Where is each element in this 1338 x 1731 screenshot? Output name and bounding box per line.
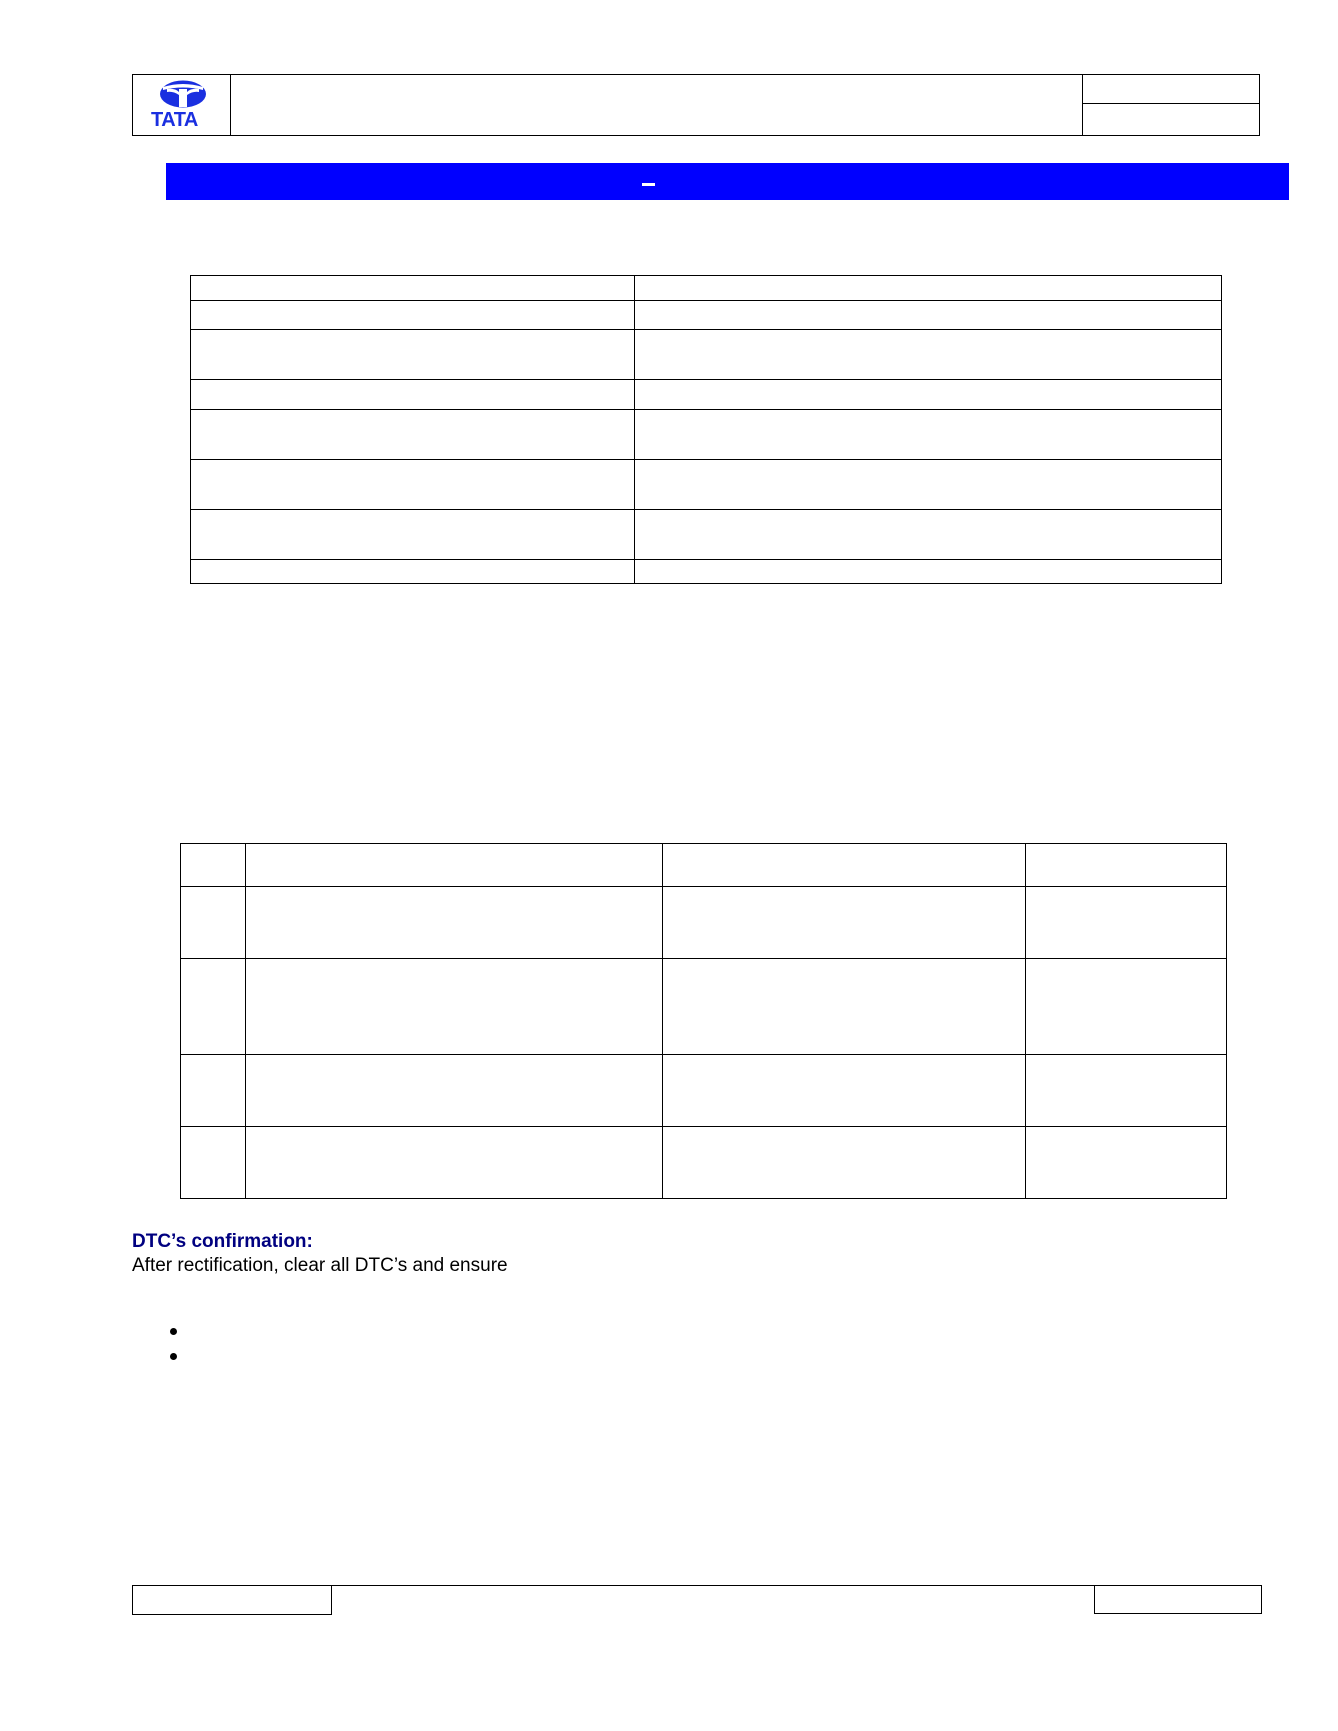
logo-wordmark: TATA (151, 109, 198, 131)
section-heading: DTC’s confirmation: (132, 1231, 313, 1252)
section-body-text: After rectification, clear all DTC’s and ensure (132, 1255, 508, 1276)
table-row (181, 844, 1227, 887)
table-row (191, 510, 1222, 560)
bullet-point (170, 1328, 177, 1335)
table-row (191, 380, 1222, 410)
table-row (191, 276, 1222, 301)
table-row (191, 560, 1222, 584)
footer-left-box (132, 1585, 332, 1615)
footer-right-box (1094, 1585, 1262, 1614)
table-row (181, 959, 1227, 1055)
table-row (181, 1127, 1227, 1199)
bullet-point (170, 1353, 177, 1360)
section-banner (166, 163, 1289, 200)
table-row (191, 301, 1222, 330)
specification-table (190, 275, 1222, 584)
table-row (191, 410, 1222, 460)
diagnostic-steps-table (180, 843, 1227, 1199)
logo-cell (133, 75, 231, 135)
banner-dash (642, 183, 655, 186)
footer-divider (332, 1585, 1094, 1586)
tata-logo-icon (157, 79, 209, 109)
header-info-divider (1083, 103, 1259, 104)
table-row (191, 460, 1222, 510)
header-info-cell (1082, 75, 1259, 135)
table-row (191, 330, 1222, 380)
table-row (181, 887, 1227, 959)
table-row (181, 1055, 1227, 1127)
header-title-cell (230, 75, 1086, 135)
document-header (132, 74, 1260, 136)
